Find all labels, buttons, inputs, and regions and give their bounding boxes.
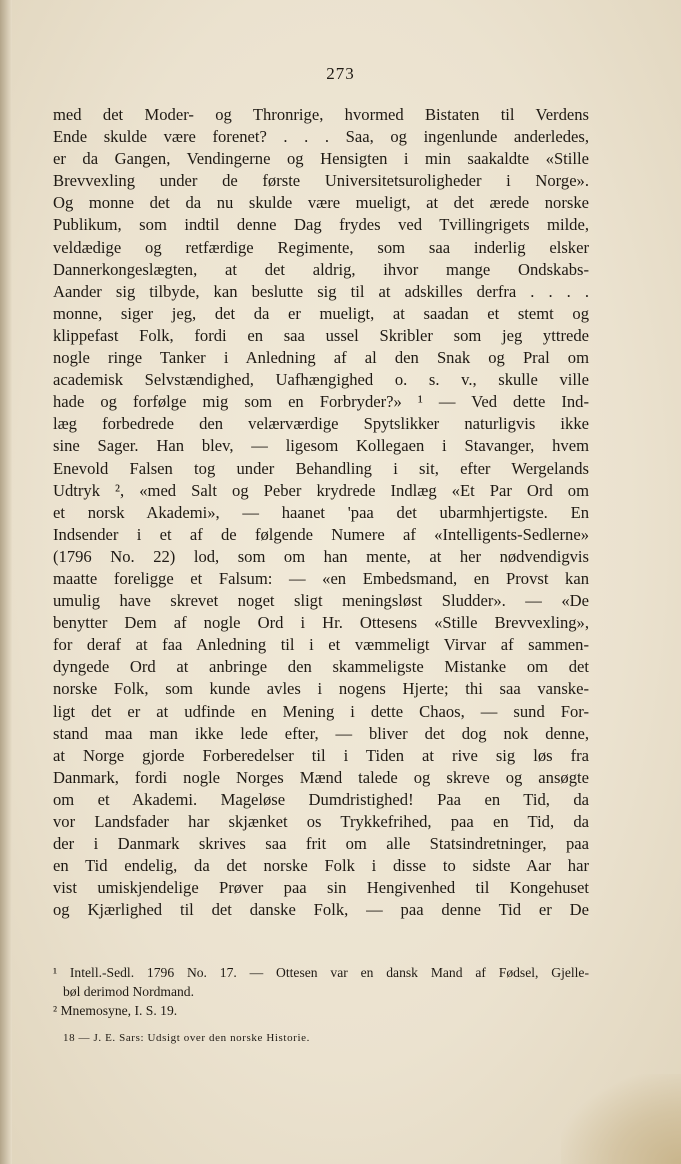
text-line: umulig have skrevet noget sligt meningsløst Sludder». — «De (53, 591, 589, 611)
text-line: academisk Selvstændighed, Uafhængighed o. s. v., skulle ville (53, 370, 589, 390)
signature-line: 18 — J. E. Sars: Udsigt over den norske Historie. (63, 1032, 310, 1044)
text-line: Dannerkongeslægten, at det aldrig, ihvor mange Ondskabs- (53, 259, 589, 279)
text-line: med det Moder- og Thronrige, hvormed Bistaten til Verdens (53, 105, 589, 124)
text-line: er da Gangen, Vendingerne og Hensigten i min saakaldte «Stille (53, 149, 589, 169)
text-line: Og monne det da nu skulde være mueligt, at det ærede norske (53, 193, 589, 213)
page-left-edge-shadow (0, 0, 12, 1164)
text-line: hade og forfølge mig som en Forbryder?» ¹ — Ved dette Ind- (53, 392, 589, 412)
page-number: 273 (326, 64, 355, 83)
text-line: læg forbedrede den velærværdige Spytslikker naturligvis ikke (53, 414, 589, 434)
footnote-line: ² Mnemosyne, I. S. 19. (53, 1003, 178, 1018)
text-line: Udtryk ², «med Salt og Peber krydrede Indlæg «Et Par Ord om (53, 480, 589, 500)
text-line: benytter Dem af nogle Ord i Hr. Ottesens «Stille Brevvexling», (53, 613, 589, 633)
footnote-separator (53, 953, 133, 954)
text-line: Brevvexling under de første Universitetsuroligheder i Norge». (53, 171, 589, 191)
footnotes (53, 963, 589, 1020)
footnote-line: ¹ Intell.-Sedl. 1796 No. 17. — Ottesen var en dansk Mand af Fødsel, Gjelle- (53, 965, 589, 980)
page-corner-stain (561, 1074, 681, 1164)
footnote-line: bøl derimod Nordmand. (63, 984, 195, 999)
text-line: sine Sager. Han blev, — ligesom Kollegaen i Stavanger, hvem (53, 436, 589, 456)
text-line: stand maa man ikke lede efter, — bliver det dog nok denne, (53, 723, 589, 743)
text-line: norske Folk, som kunde avles i nogens Hjerte; thi saa vanske- (53, 679, 589, 699)
text-line: klippefast Folk, fordi en saa ussel Skribler som jeg yttrede (53, 325, 589, 345)
text-line: veldædige og retfærdige Regimente, som saa inderlig elsker (53, 237, 589, 257)
text-line: for deraf at faa Anledning til i et væmmeligt Virvar af sammen- (53, 635, 589, 655)
text-line: ligt det er at udfinde en Mening i dette Chaos, — sund For- (53, 701, 589, 721)
text-line: Aander sig tilbyde, kan beslutte sig til at adskilles derfra . . . . (53, 281, 589, 301)
text-line: dyngede Ord at anbringe den skammeligste Mistanke om det (53, 657, 589, 677)
text-line: og Kjærlighed til det danske Folk, — paa denne Tid er De (53, 900, 589, 920)
text-line: der i Danmark skrives saa frit om alle Statsindretninger, paa (53, 834, 589, 854)
text-line: om et Akademi. Mageløse Dumdristighed! Paa en Tid, da (53, 789, 589, 809)
text-line: Danmark, fordi nogle Norges Mænd talede og skreve og ansøgte (53, 767, 589, 787)
text-line: en Tid endelig, da det norske Folk i disse to sidste Aar har (53, 856, 589, 876)
text-line: (1796 No. 22) lod, som om han mente, at her nødvendigvis (53, 546, 589, 566)
body-text (53, 104, 589, 921)
text-line: Publikum, som indtil denne Dag frydes ved Tvillingrigets milde, (53, 215, 589, 235)
text-line: maatte foreligge et Falsum: — «en Embedsmand, en Provst kan (53, 568, 589, 588)
text-line: et norsk Akademi», — haanet 'paa det ubarmhjertigste. En (53, 502, 589, 522)
text-line: nogle ringe Tanker i Anledning af al den Snak og Pral om (53, 348, 589, 368)
text-line: Enevold Falsen tog under Behandling i sit, efter Wergelands (53, 458, 589, 478)
text-line: Ende skulde være forenet? . . . Saa, og ingenlunde anderledes, (53, 127, 589, 147)
text-line: monne, siger jeg, det da er mueligt, at saadan et stemt og (53, 303, 589, 323)
text-line: at Norge gjorde Forberedelser til i Tiden at rive sig løs fra (53, 745, 589, 765)
text-line: vor Landsfader har skjænket os Trykkefrihed, paa en Tid, da (53, 812, 589, 831)
text-line: Indsender i et af de følgende Numere af «Intelligents-Sedlerne» (53, 524, 589, 544)
text-line: vist umiskjendelige Prøver paa sin Hengivenhed til Kongehuset (53, 878, 589, 898)
